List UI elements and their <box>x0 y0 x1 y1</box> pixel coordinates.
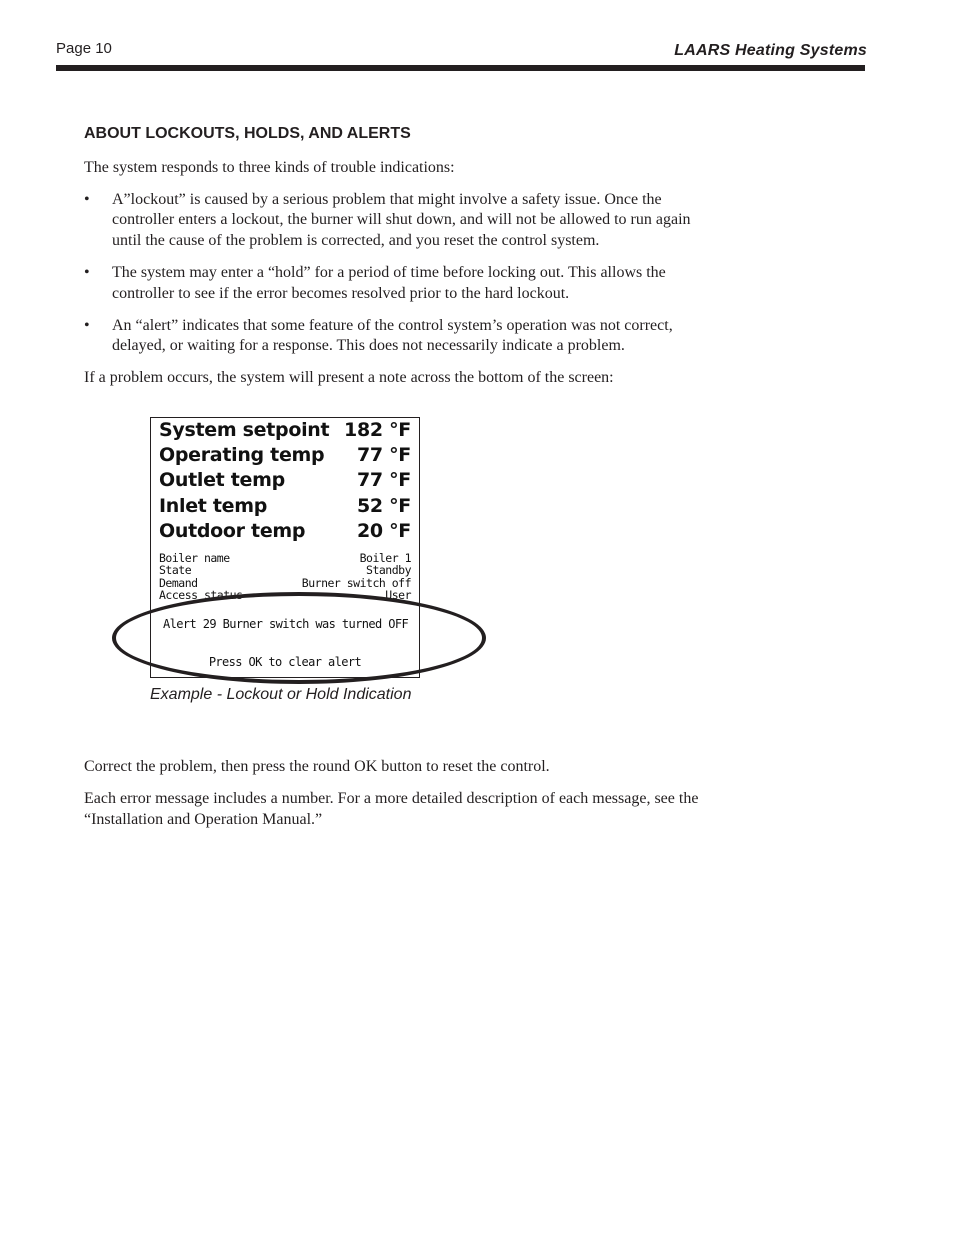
status-row <box>159 564 411 576</box>
primary-readings <box>159 418 411 544</box>
reading-value: 77 °F <box>356 469 411 492</box>
brand-title: LAARS Heating Systems <box>674 42 867 59</box>
list-item <box>84 263 704 305</box>
trouble-list <box>84 190 704 358</box>
reading-row <box>159 468 411 493</box>
list-item-text: An “alert” indicates that some feature of the control system’s operation was not correct, delayed, or waiting for a response. This does not necessarily indicate a problem. <box>112 316 673 355</box>
status-label: Boiler name <box>159 550 230 565</box>
section-heading: ABOUT LOCKOUTS, HOLDS, AND ALERTS <box>84 125 411 142</box>
bullet-mark: • <box>84 316 90 334</box>
intro-paragraph: The system responds to three kinds of trouble indications: <box>84 158 455 176</box>
reading-value: 52 °F <box>356 494 411 517</box>
reading-row <box>159 418 411 443</box>
reading-value: 182 °F <box>344 418 411 441</box>
alert-message: Alert 29 Burner switch was turned OFF <box>163 616 409 631</box>
status-label: Demand <box>159 575 198 590</box>
status-value: Boiler 1 <box>359 550 411 565</box>
list-item-text: A”lockout” is caused by a serious problem that might involve a safety issue. Once the controller enters a lockout, the burner will shut down, and will not be allowed to run again until the cause of the problem is corrected, and you reset the control system. <box>112 190 691 250</box>
list-item-text: The system may enter a “hold” for a period of time before locking out. This allows the controller to see if the error becomes resolved prior to the hard lockout. <box>112 263 666 302</box>
status-value: User <box>385 588 411 603</box>
main-content <box>84 124 704 841</box>
list-item <box>84 316 704 358</box>
page-number: Page 10 <box>56 40 112 57</box>
correction-paragraph: Correct the problem, then press the round OK button to reset the control. <box>84 757 550 775</box>
display-figure <box>84 417 704 757</box>
list-item <box>84 190 704 252</box>
reading-label: Outdoor temp <box>159 519 306 542</box>
alert-hint: Press OK to clear alert <box>208 654 362 669</box>
reading-row <box>159 519 411 544</box>
reading-row <box>159 494 411 519</box>
error-number-paragraph: Each error message includes a number. For a more detailed description of each message, see the “Installation and Operation Manual.” <box>84 789 699 828</box>
bullet-mark: • <box>84 263 90 281</box>
header-rule <box>56 65 865 71</box>
reading-label: System setpoint <box>159 418 330 441</box>
status-label: State <box>159 563 192 578</box>
highlight-ellipse <box>112 592 486 684</box>
reading-label: Inlet temp <box>159 494 268 517</box>
reading-value: 20 °F <box>356 519 411 542</box>
status-value: Burner switch off <box>301 575 411 590</box>
reading-row <box>159 443 411 468</box>
reading-value: 77 °F <box>356 444 411 467</box>
status-value: Standby <box>366 563 411 578</box>
status-label: Access status <box>159 588 243 603</box>
problem-note: If a problem occurs, the system will present a note across the bottom of the screen: <box>84 369 614 387</box>
reading-label: Outlet temp <box>159 469 285 492</box>
reading-label: Operating temp <box>159 444 325 467</box>
bullet-mark: • <box>84 190 90 208</box>
figure-caption: Example - Lockout or Hold Indication <box>150 685 412 703</box>
